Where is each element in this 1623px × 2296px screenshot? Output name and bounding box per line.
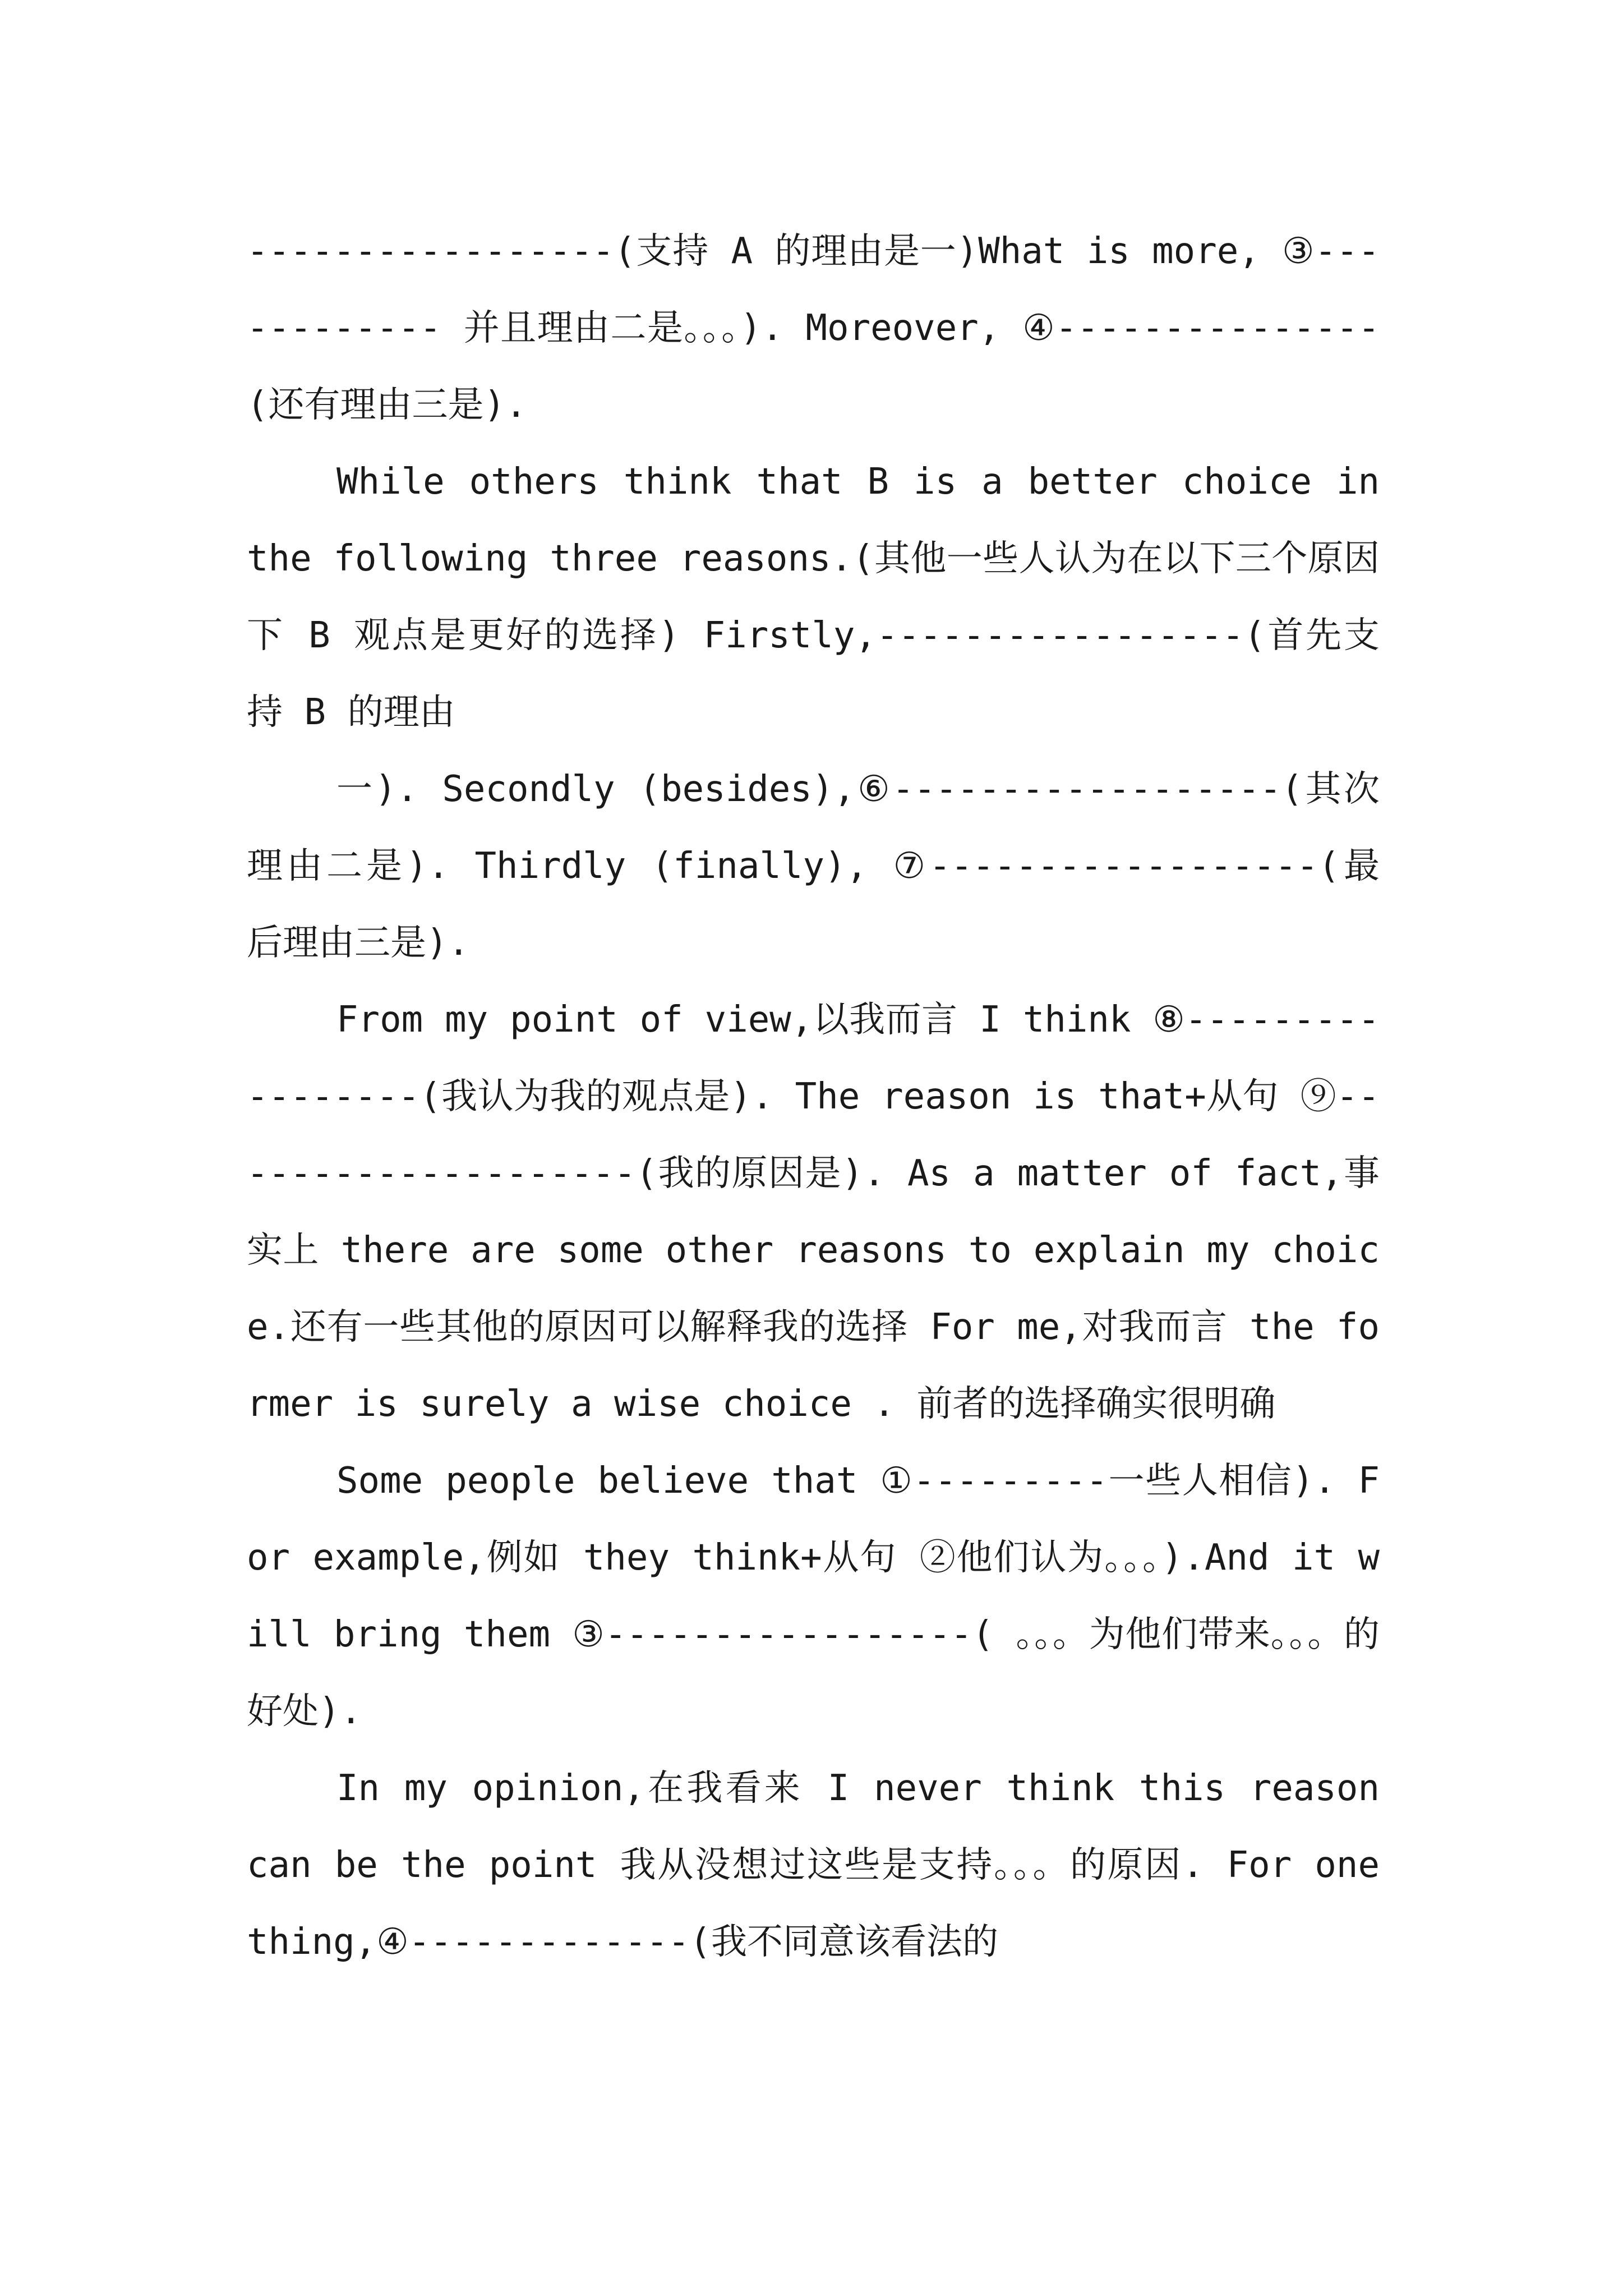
paragraph-others-b: While others think that B is a better choice in the following three reasons.(其他一些人认为在以下三个原因下 B 观点是更好的选择) Firstly,-----------------(首先支持 B 的理由	[247, 461, 1380, 733]
paragraph-my-opinion: In my opinion,在我看来 I never think this reason can be the point 我从没想过这些是支持。。。的原因. For one thing,④-------------(我不同意该看法的	[247, 1768, 1380, 1963]
document-body	[247, 213, 1380, 1981]
paragraph-my-view: From my point of view,以我而言 I think ⑧-----------------(我认为我的观点是). The reason is that+从句 ⑨--------------------(我的原因是). As a matter of fact,事实上 there are some other reasons to explain my choice.还有一些其他的原因可以解释我的选择 For me,对我而言 the former is surely a wise choice . 前者的选择确实很明确	[247, 999, 1380, 1425]
paragraph-secondly-thirdly: 一). Secondly (besides),⑥------------------(其次理由二是). Thirdly (finally), ⑦------------------(最后理由三是).	[247, 769, 1380, 964]
paragraph-some-people: Some people believe that ①---------一些人相信). For example,例如 they think+从句 ②他们认为。。。).And it will bring them ③-----------------( 。。。为他们带来。。。的好处).	[247, 1460, 1380, 1732]
paragraph-reasons-a: -----------------(支持 A 的理由是一)What is more, ③------------ 并且理由二是。。。). Moreover, ④---------------(还有理由三是).	[247, 231, 1380, 426]
